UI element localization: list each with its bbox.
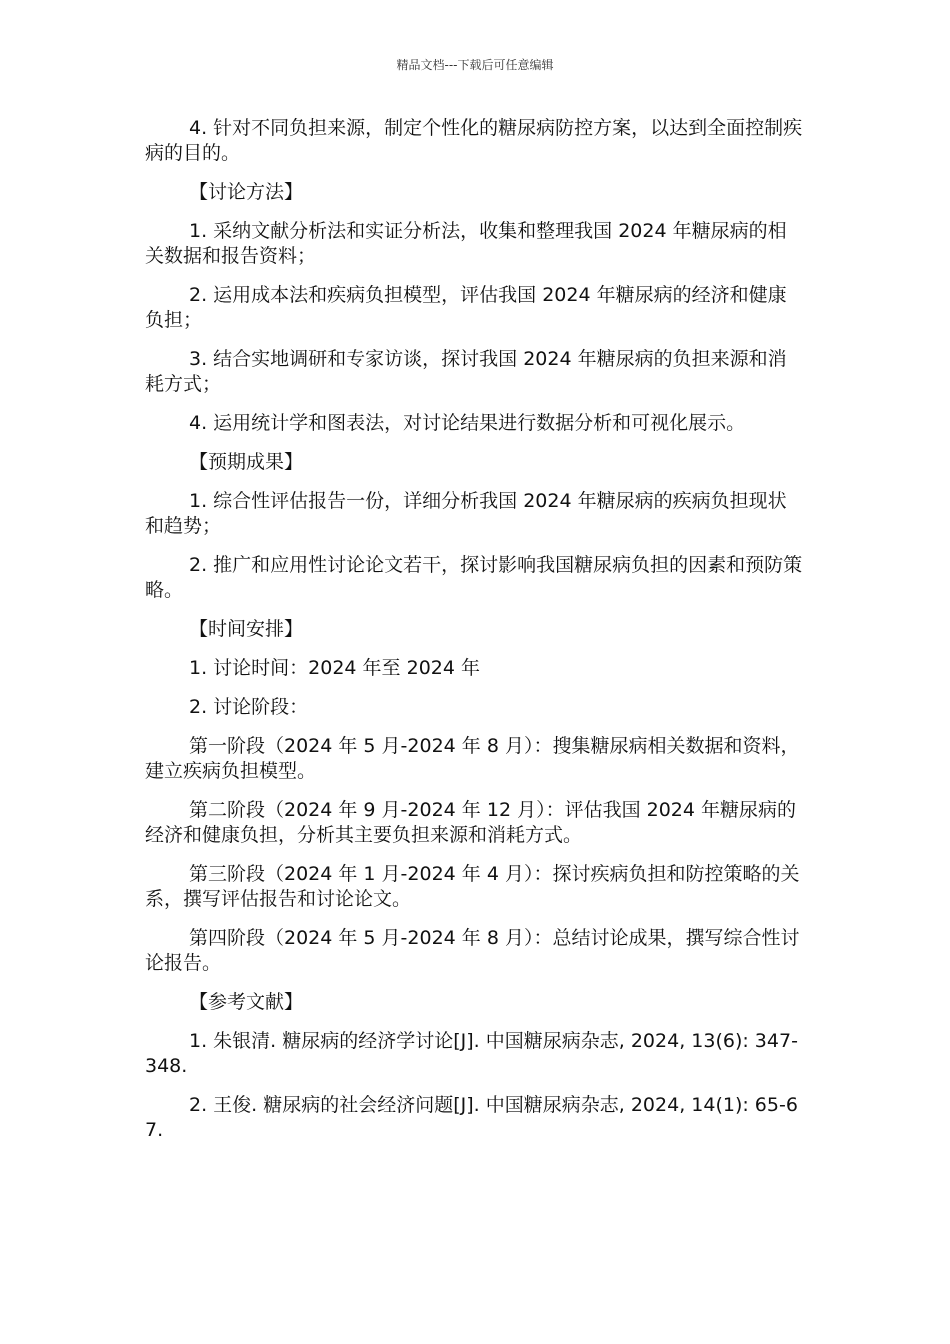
method-item-2: 2. 运用成本法和疾病负担模型，评估我国 2024 年糖尿病的经济和健康负担； (145, 284, 787, 331)
objective-item-4: 4. 针对不同负担来源，制定个性化的糖尿病防控方案，以达到全面控制疾病的目的。 (145, 117, 803, 164)
schedule-phase-1: 第一阶段（2024 年 5 月-2024 年 8 月）：搜集糖尿病相关数据和资料，建立疾病负担模型。 (145, 735, 800, 782)
schedule-item-1: 1. 讨论时间：2024 年至 2024 年 (189, 657, 480, 679)
method-item-3: 3. 结合实地调研和专家访谈，探讨我国 2024 年糖尿病的负担来源和消耗方式； (145, 348, 787, 395)
document-body (145, 116, 805, 1157)
schedule-phase-3: 第三阶段（2024 年 1 月-2024 年 4 月）：探讨疾病负担和防控策略的关系，撰写评估报告和讨论论文。 (145, 863, 800, 910)
method-item-4: 4. 运用统计学和图表法，对讨论结果进行数据分析和可视化展示。 (189, 412, 746, 434)
section-heading-outcomes: 【预期成果】 (189, 451, 304, 473)
section-heading-references: 【参考文献】 (189, 991, 304, 1013)
method-item-1: 1. 采纳文献分析法和实证分析法，收集和整理我国 2024 年糖尿病的相关数据和报告资料； (145, 220, 787, 267)
outcome-item-1: 1. 综合性评估报告一份，详细分析我国 2024 年糖尿病的疾病负担现状和趋势； (145, 490, 787, 537)
schedule-phase-4: 第四阶段（2024 年 5 月-2024 年 8 月）：总结讨论成果，撰写综合性讨论报告。 (145, 927, 800, 974)
page-header: 精品文档---下载后可任意编辑 (396, 58, 554, 72)
schedule-item-2: 2. 讨论阶段： (189, 696, 309, 718)
reference-item-1: 1. 朱银清. 糖尿病的经济学讨论[J]. 中国糖尿病杂志, 2024, 13(6): 347-348. (145, 1030, 798, 1077)
reference-item-2: 2. 王俊. 糖尿病的社会经济问题[J]. 中国糖尿病杂志, 2024, 14(1): 65-67. (145, 1094, 798, 1141)
section-heading-methods: 【讨论方法】 (189, 181, 304, 203)
section-heading-schedule: 【时间安排】 (189, 618, 304, 640)
outcome-item-2: 2. 推广和应用性讨论论文若干，探讨影响我国糖尿病负担的因素和预防策略。 (145, 554, 803, 601)
schedule-phase-2: 第二阶段（2024 年 9 月-2024 年 12 月）：评估我国 2024 年糖尿病的经济和健康负担，分析其主要负担来源和消耗方式。 (145, 799, 796, 846)
